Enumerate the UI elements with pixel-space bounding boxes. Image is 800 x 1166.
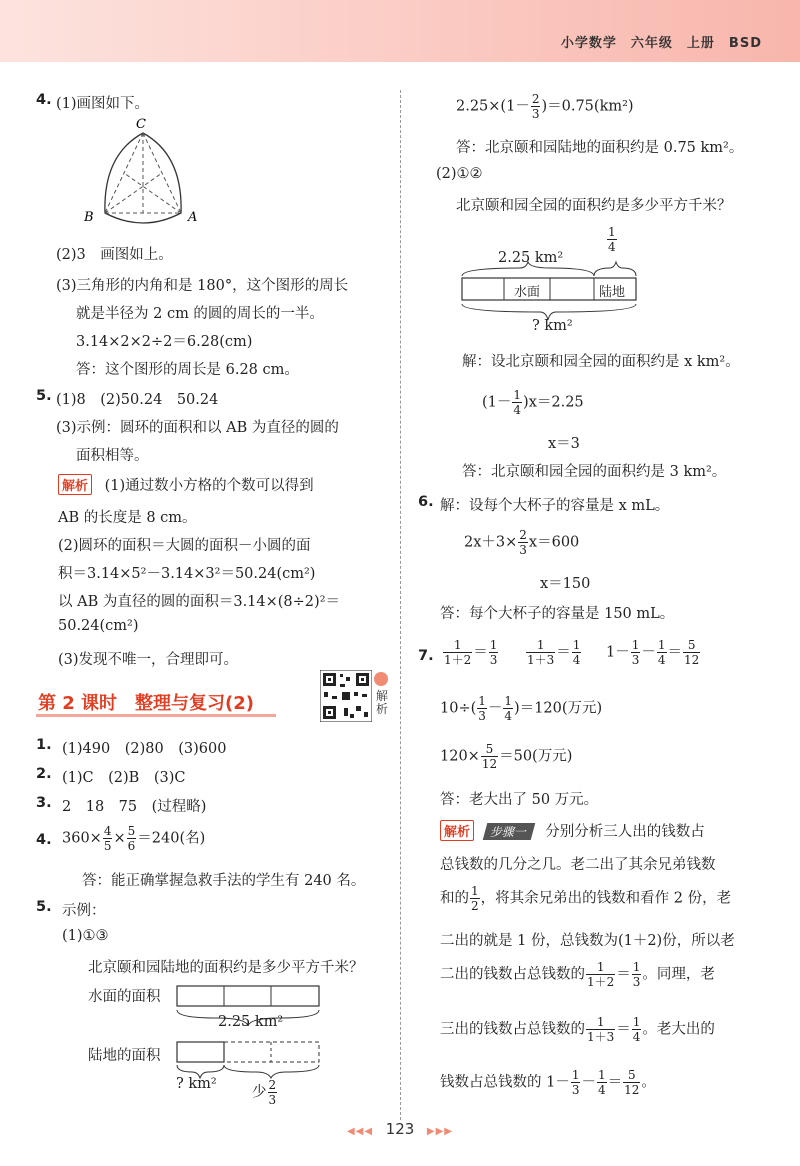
diagram-total-label: 2.25 km² [218,1014,284,1030]
review-q5-question: 北京颐和园陆地的面积约是多少平方千米？ [88,960,364,976]
analysis2-line3: 和的 $\frac{1}{2}$ ，将其余兄弟出的钱数和看作 2 份，老 [440,884,732,913]
q4-part3-line2: 就是半径为 2 cm 的圆的周长的一半。 [76,306,324,322]
analysis-badge-2: 解析 [440,820,474,841]
analysis-line2: AB 的长度是 8 cm。 [58,510,197,526]
q7-expr-b: $\frac{1}{1+3}$ ＝ $\frac{1}{4}$ [527,638,581,667]
bar-question-label: ? km² [532,318,573,334]
review-q1: (1)490 (2)80 (3)600 [62,741,227,757]
review-q3: 2 18 75 (过程略) [62,799,207,815]
q4-part3-calc: 3.14×2×2÷2＝6.28(cm) [76,334,253,350]
fig-label-c: C [136,117,146,132]
page-footer [0,1120,800,1138]
analysis-block-1 [58,474,314,495]
diagram-land-bar [176,1040,326,1080]
right-line2: 答：北京颐和园陆地的面积约是 0.75 km²。 [456,140,744,156]
review-q4-number: 4. [36,832,52,848]
q6-equation: 2x＋3× $\frac{2}{3}$ x＝600 [464,528,580,557]
q7-expr-e: 120× $\frac{5}{12}$ ＝50(万元) [440,742,573,771]
header-tag: 小学数学 六年级 上册 BSD [560,36,762,51]
diagram-land-label: 陆地的面积 [88,1048,161,1064]
step-badge: 步骤一 [482,823,535,840]
column-divider [400,90,401,1120]
q7-expr-a: $\frac{1}{1+2}$ ＝ $\frac{1}{3}$ [444,638,498,667]
review-q5-head: 示例： [62,903,106,919]
analysis-line3: (2)圆环的面积＝大圆的面积－小圆的面 [58,538,311,554]
qr-code-icon[interactable] [320,670,372,722]
q5-part3-line2: 面积相等。 [76,448,149,464]
analysis2-line7: 钱数占总钱数的 1－ $\frac{1}{3}$ － $\frac{1}{4}$ ＝ $\frac{5}{12}$ 。 [440,1068,656,1097]
right-line8: 答：北京颐和园全园的面积约是 3 km²。 [462,464,727,480]
q6-answer: 答：每个大杯子的容量是 150 mL。 [440,606,675,622]
right-line7: x＝3 [548,436,580,452]
analysis-line1: (1)通过数小方格的个数可以得到 [104,478,314,494]
lesson-title: 第 2 课时 整理与复习(2) [38,693,255,714]
right-line3: (2)①② [436,166,483,182]
q7-answer: 答：老大出了 50 万元。 [440,792,599,808]
q4-part3-answer: 答：这个图形的周长是 6.28 cm。 [76,362,299,378]
right-line6: (1－ $\frac{1}{4}$ )x＝2.25 [482,388,584,417]
right-line4: 北京颐和园全园的面积约是多少平方千米？ [456,198,732,214]
right-arrows-icon: ▶▶▶ [426,1126,453,1137]
qr-label: 解析 [376,689,389,716]
q4-number: 4. [36,92,52,108]
q7-expr-d: 10÷( $\frac{1}{3}$ － $\frac{1}{4}$ )＝120(万元) [440,694,603,723]
q4-part3-line1: (3)三角形的内角和是 180°，这个图形的周长 [56,278,349,294]
q7-number: 7. [418,648,434,664]
lesson-underline [36,714,276,717]
left-arrows-icon: ◀◀◀ [346,1126,374,1137]
play-icon[interactable] [374,672,388,686]
analysis-line4: 积＝3.14×5²－3.14×3²＝50.24(cm²) [58,566,316,582]
right-line1: 2.25×(1－ $\frac{2}{3}$ )＝0.75(km²) [456,92,634,121]
reuleaux-figure [78,115,208,230]
review-q2: (1)C (2)B (3)C [62,770,186,786]
analysis2-line2: 总钱数的几分之几。老二出了其余兄弟钱数 [440,857,716,873]
analysis-badge: 解析 [58,474,92,495]
bar-fraction: $\frac{1}{4}$ [608,225,616,254]
review-q4-equation: 360× $\frac{4}{5}$ × $\frac{5}{6}$ ＝240(名) [62,824,206,853]
diagram-question-label: ? km² [176,1076,217,1092]
q5-number: 5. [36,388,52,404]
bar-land-label: 陆地 [599,285,626,300]
diagram-water-label: 水面的面积 [88,989,161,1005]
analysis2-line1: 分别分析三人出的钱数占 [545,824,705,840]
q6-head: 解：设每个大杯子的容量是 x mL。 [440,498,670,514]
q5-part3-line1: (3)示例：圆环的面积和以 AB 为直径的圆的 [56,420,339,436]
fig-label-b: B [84,210,94,225]
analysis-line6: 50.24(cm²) [58,618,139,634]
q6-solution: x＝150 [540,576,591,592]
q7-expr-c: 1－ $\frac{1}{3}$ － $\frac{1}{4}$ ＝ $\frac{5}{12}$ [606,638,700,667]
review-q5-number: 5. [36,899,52,915]
analysis-block-2 [440,820,705,841]
analysis-line5: 以 AB 为直径的圆的面积＝3.14×(8÷2)²＝ [58,594,341,610]
analysis2-line6: 三出的钱数占总钱数的 $\frac{1}{1+3}$ ＝ $\frac{1}{4}$ 。老大出的 [440,1015,715,1044]
diagram-less-label: 少 $\frac{2}{3}$ [252,1078,277,1107]
review-q4-answer: 答：能正确掌握急救手法的学生有 240 名。 [82,873,366,889]
review-q1-number: 1. [36,737,52,753]
review-q2-number: 2. [36,766,52,782]
analysis2-line5: 二出的钱数占总钱数的 $\frac{1}{1+2}$ ＝ $\frac{1}{3}$ 。同理，老 [440,960,715,989]
analysis-line7: (3)发现不唯一，合理即可。 [58,652,239,668]
page-number: 123 [385,1120,415,1138]
fig-label-a: A [188,210,198,225]
analysis2-line4: 二出的就是 1 份，总钱数为(1＋2)份，所以老 [440,933,735,949]
q4-part1: (1)画图如下。 [56,96,150,112]
page-header [0,0,800,62]
q6-number: 6. [418,494,434,510]
bar-water-label: 水面 [514,285,541,300]
review-q3-number: 3. [36,795,52,811]
bar-total-label: 2.25 km² [498,250,564,266]
q4-part2: (2)3 画图如上。 [56,247,173,263]
q5-part1: (1)8 (2)50.24 50.24 [56,392,219,408]
review-q5-sub1: (1)①③ [62,928,109,944]
right-line5: 解：设北京颐和园全园的面积约是 x km²。 [462,354,740,370]
